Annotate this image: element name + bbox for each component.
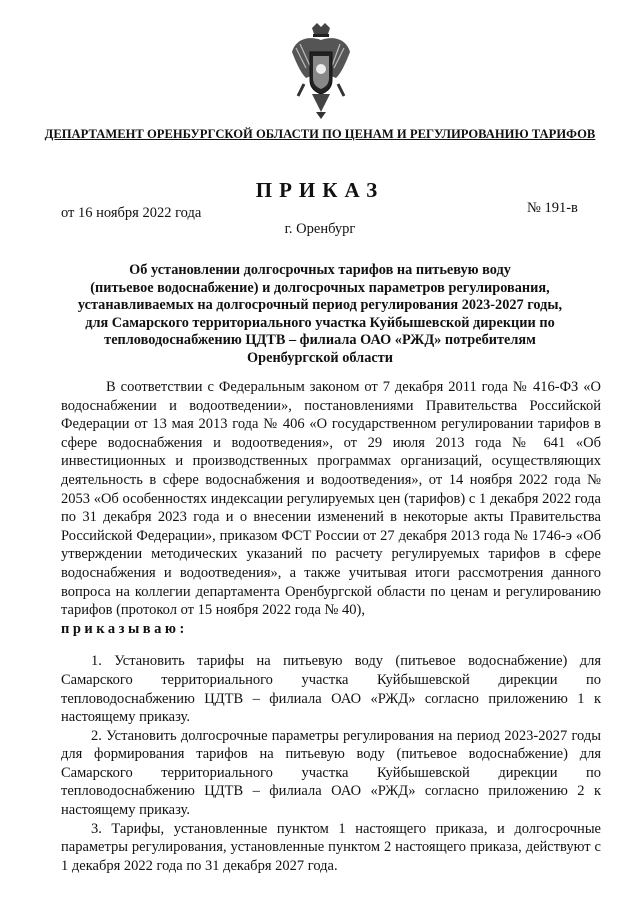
order-item-3: 3. Тарифы, установленные пунктом 1 настоящего приказа, и долгосрочные параметры регулирования, установленные пунктом 2 настоящего приказа, действуют с 1 декабря 2022 года по 31 декабря 2027 года. — [61, 820, 601, 874]
order-item-2: 2. Установить долгосрочные параметры регулирования на период 2023-2027 годы для формирования тарифов на питьевую воду (питьевое водоснабжение) для Самарского территориального участка Куйбышевской дирекции по тепловодоснабжению ЦДТВ – филиала ОАО «РЖД» согласно приложению 2 к настоящему приказу. — [61, 727, 601, 819]
subject-line: тепловодоснабжению ЦДТВ – филиала ОАО «РЖД» потребителям — [104, 332, 536, 348]
subject-line: Об установлении долгосрочных тарифов на питьевую воду — [129, 262, 511, 278]
subject-line: (питьевое водоснабжение) и долгосрочных параметров регулирования, — [90, 279, 550, 296]
subject-line: устанавливаемых на долгосрочный период регулирования 2023-2027 годы, — [77, 297, 563, 313]
order-number: № 191-в — [527, 200, 578, 216]
preamble-paragraph: В соответствии с Федеральным законом от 7 декабря 2011 года № 416-ФЗ «О водоснабжении и водоотведении», постановлениями Правительства Российской Федерации от 13 мая 2013 года № 406 «О государственном регулировании тарифов в сфере водоснабжения и водоотведения», от 29 июля 2013 года № 641 «Об инвестиционных и производственных программах организаций, осуществляющих деятельность в сфере водоснабжения и водоотведения», от 14 ноября 2022 года № 2053 «Об особенностях индексации регулируемых цен (тарифов) с 1 декабря 2022 года по 31 декабря 2023 года и о внесении изменений в некоторые акты Правительства Российской Федерации», приказом ФСТ России от 27 декабря 2013 года № 1746-э «Об утверждении методических указаний по расчету регулируемых тарифов в сфере водоснабжения и водоотведения», а также учитывая итоги рассмотрения данного вопроса на коллегии департамента Оренбургской области по ценам и регулированию тарифов (протокол от 15 ноября 2022 года № 40), — [61, 379, 601, 619]
subject-line: Оренбургской области — [247, 349, 393, 366]
subject-line: для Самарского территориального участка Куйбышевской дирекции по — [85, 314, 555, 331]
order-subject — [60, 262, 580, 367]
coat-of-arms-icon — [290, 22, 352, 120]
department-name: ДЕПАРТАМЕНТ ОРЕНБУРГСКОЙ ОБЛАСТИ ПО ЦЕНАМ И РЕГУЛИРОВАНИЮ ТАРИФОВ — [44, 127, 596, 141]
decree-word: приказываю: — [61, 620, 188, 637]
order-item-1: 1. Установить тарифы на питьевую воду (питьевое водоснабжение) для Самарского территориального участка Куйбышевской дирекции по тепловодоснабжению ЦДТВ – филиала ОАО «РЖД» согласно приложению 1 к настоящему приказу. — [61, 653, 601, 726]
order-title: ПРИКАЗ — [255, 178, 385, 202]
order-date: от 16 ноября 2022 года — [61, 205, 202, 221]
order-city: г. Оренбург — [284, 221, 356, 237]
order-body — [61, 378, 601, 875]
